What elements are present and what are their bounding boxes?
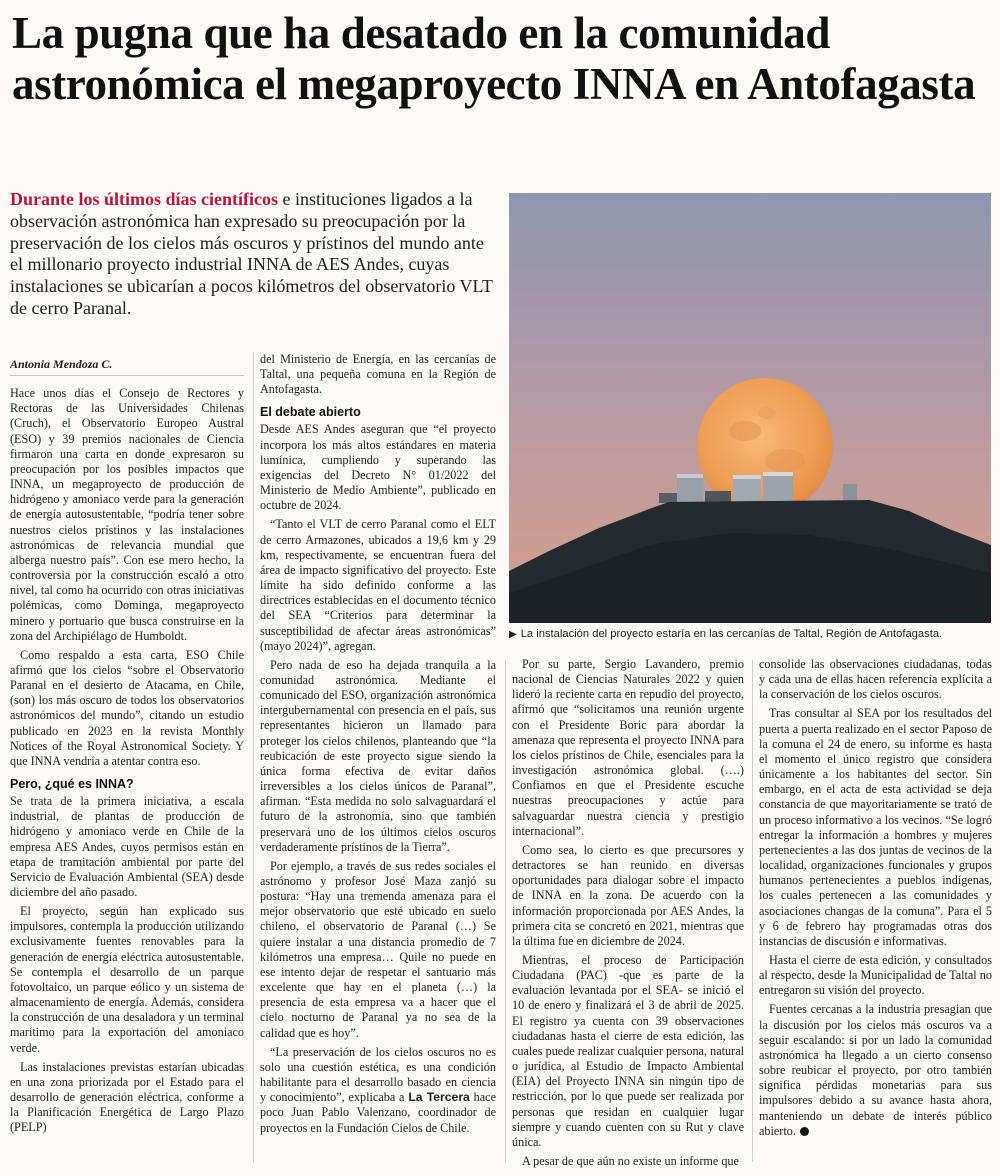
moon-observatory-photo: [509, 193, 991, 623]
col2-paragraph: Desde AES Andes aseguran que “el proyecto incorpora los más altos estándares en materia lumínica, cumpliendo y superando las exigencias del Decreto N° 01/2022 del Ministerio de Medio Ambiente”, publicado en octubre de 2024.: [260, 422, 496, 513]
col1-paragraph: Se trata de la primera iniciativa, a escala industrial, de plantas de producción de hidrógeno y amoniaco verde en Chile de la empresa AES Andes, cuyos permisos están en etapa de tramitación ambiental por parte del Servicio de Evaluación Ambiental (SEA) desde diciembre del año pasado.: [10, 794, 244, 899]
col3-paragraph: Mientras, el proceso de Participación Ciudadana (PAC) -que es parte de la evaluación levantada por el SEA- se inició el 10 de enero y finalizará el 3 de abril de 2025. El registro ya cuenta con 39 observaciones ciudadanas hasta el cierre de esta edición, las cuales puede realizar cualquier persona, natural o jurídica, al Estudio de Impacto Ambiental (EIA) del Proyecto INNA sin ningún tipo de restricción, por lo que puede ser realizada por personas que residan en cualquier lugar siempre y cuando cuenten con su Rut y clave única.: [512, 952, 744, 1149]
col3-paragraph: Como sea, lo cierto es que precursores y detractores se han reunido en diversas oportunidades para dialogar sobre el impacto de INNA en la zona. De acuerdo con la información proporcionada por AES Andes, la primera cita se concretó en 2021, mientras que la última fue en diciembre de 2024.: [512, 842, 744, 948]
col1-paragraph: Hace unos días el Consejo de Rectores y Rectoras de las Universidades Chilenas (Cruch), el Observatorio Europeo Austral (ESO) y 39 premios nacionales de Ciencia firmaron una carta en donde expresaron su preocupación por los posibles impactos que INNA, un megaproyecto de producción de hidrógeno y amoniaco verde para la generación de energía autosustentable, “podría tener sobre nuestros cielos prístinos y las instalaciones astronómicas de relevancia mundial que alberga nuestro país”. Con ese mero hecho, la controversia por la construcción escaló a otro nivel, tal como ha ocurrido con otras iniciativas polémicas, como Dominga, megaproyecto minero y portuario que busca construirse en la zona del Archipiélago de Humboldt.: [10, 386, 244, 643]
byline: Antonia Mendoza C.: [10, 357, 244, 376]
headline: La pugna que ha desatado en la comunidad astronómica el megaproyecto INNA en Antofagasta: [12, 8, 976, 109]
col3-paragraph: A pesar de que aún no existe un informe que: [522, 1154, 739, 1168]
col2-paragraph: Por ejemplo, a través de sus redes sociales el astrónomo y profesor José Maza zanjó su postura: “Hay una tremenda amenaza para el mejor observatorio que esté ubicado en suelo chileno, el observatorio de Paranal (…) Se quiere instalar a una distancia promedio de 7 kilómetros una empresa… Quile no puede en ese intento dejar de respetar el santuario más excelente que hay en el planeta (…) la presencia de esta empresa va a hacer que el cielo nocturno de Paranal ya no sea de la calidad que es hoy”.: [260, 858, 496, 1040]
article-column-4: [759, 657, 992, 1169]
newspaper-brand: La Tercera: [408, 1090, 470, 1105]
col3-paragraph: Por su parte, Sergio Lavandero, premio nacional de Ciencias Naturales 2022 y quien lideró la reciente carta en repudio del proyecto, afirmó que “solicitamos una reunión urgente con el Presidente Boric para abordar la amenaza que representa el proyecto INNA para los cielos prístinos de Chile, esenciales para la investigación astronómica global. (….) Confiamos en que el Presidente escuche nuestras preocupaciones y actúe para salvaguardar nuestra ciencia y prestigio internacional”.: [512, 657, 744, 838]
col1-paragraph: El proyecto, según han explicado sus impulsores, contempla la producción utilizando exclusivamente fuentes renovables para la generación de energía eléctrica autosustentable. Se contempla el desarrollo de un parque fotovoltaico, un parque eólico y un sistema de almacenamiento de energía. Además, considera la construcción de una desaladora y un terminal marítimo para la exportación del amoniaco verde.: [10, 904, 244, 1055]
lead-text: e instituciones ligados a la observación astronómica han expresado su preocupación por la preservación de los cielos más oscuros y prístinos del mundo ante el millonario proyecto industrial INNA de AES Andes, cuyas instalaciones se ubicarían a pocos kilómetros del observatorio VLT de cerro Paranal.: [10, 189, 493, 318]
col1-paragraph: Las instalaciones previstas estarían ubicadas en una zona priorizada por el Estado para el desarrollo de generación eléctrica, conforme a la Planificación Energética de Largo Plazo (PELP): [10, 1059, 244, 1135]
subheading: Pero, ¿qué es INNA?: [10, 777, 134, 792]
col2-paragraph: del Ministerio de Energía, en las cercanías de Taltal, una pequeña comuna en la Región de Antofagasta.: [260, 352, 496, 397]
lead-paragraph: [10, 189, 498, 320]
column-divider: [253, 352, 254, 1162]
col4-final-text: Fuentes cercanas a la industria presagian que la discusión por los cielos más oscuros va a seguir escalando: si por un lado la comunidad astronómica ha llegado a un cierto consenso sobre reubicar el proyecto, por otro también significa pérdidas monetarias para sus impulsores debido a su avance hasta ahora, manteniendo un debate de interés público abierto.: [759, 1002, 992, 1138]
col2-paragraph-part: “La preservación de los cielos oscuros no es solo una cuestión estética, es una condición habilitante para el desarrollo basado en ciencia y conocimiento”, explicaba a: [260, 1044, 496, 1105]
article-column-1: [10, 357, 244, 1169]
col4-paragraph: consolide las observaciones ciudadanas, todas y cada una de ellas hacen referencia explícita a la conservación de los cielos oscuros.: [759, 657, 992, 702]
col2-paragraph: [260, 1045, 496, 1136]
article-column-3: [512, 657, 744, 1169]
lead-kicker: Durante los últimos días científicos: [10, 189, 278, 209]
column-divider: [752, 660, 753, 1162]
col4-paragraph: Tras consultar al SEA por los resultados del puerta a puerta realizado en el sector Paposo de la comuna el 24 de enero, su informe es hasta el momento el único registro que considera únicamente a los habitantes del sector. Sin embargo, en el acta de esta actividad se deja constancia de que mayoritariamente se trató de un proceso informativo a los vecinos. “Se logró entregar la información a hombres y mujeres pertenecientes a las dos juntas de vecinos de la localidad, organizaciones funcionales y grupos humanos pertenecientes a pueblos indígenas, los cuales pertenecen a las comunidades y asociaciones changas de la comuna”. Para el 5 y 6 de febrero hay programadas otras dos instancias de discusión e informativas.: [759, 706, 992, 948]
photo-caption: [509, 627, 991, 642]
col4-paragraph: [759, 1002, 992, 1138]
col2-paragraph: “Tanto el VLT de cerro Paranal como el ELT de cerro Armazones, ubicados a 19,6 km y 29 km, respectivamente, se encuentran fuera del área de impacto significativo del proyecto. Este límite ha sido definido conforme a las directrices establecidas en el documento técnico del SEA “Criterios para determinar la susceptibilidad de afectar áreas astronómicas” (mayo 2024)”, agregan.: [260, 517, 496, 653]
photo-caption-text: La instalación del proyecto estaría en las cercanías de Taltal, Región de Antofagasta.: [520, 628, 943, 640]
col4-paragraph: Hasta el cierre de esta edición, y consultados al respecto, desde la Municipalidad de Taltal no entregaron su visión del proyecto.: [759, 952, 992, 998]
column-divider: [505, 660, 506, 1162]
article-column-2: [260, 352, 496, 1168]
subheading: El debate abierto: [260, 405, 361, 420]
col1-paragraph: Como respaldo a esta carta, ESO Chile afirmó que los cielos “sobre el Observatorio Paranal en el desierto de Atacama, en Chile, (son) los más oscuro de todos los observatorios astronómicos del mundo”, citando un estudio publicado en 2023 en la revista Monthly Notices of the Royal Astronomical Society. Y que INNA vendría a atentar contra eso.: [10, 647, 244, 768]
col2-paragraph-part: hace poco Juan Pablo Valenzano, coordinador de proyectos en la Fundación Cielos de Chile.: [260, 1090, 496, 1135]
end-mark-icon: [800, 1127, 809, 1136]
col2-paragraph: Pero nada de eso ha dejada tranquila a la comunidad astronómica. Mediante el comunicado del ESO, organización astronómica intergubernamental con presencia en el país, sus representantes hicieron un llamado para proteger los cielos chilenos, planteando que “la reubicación de este proyecto sigue siendo la única forma efectiva de evitar daños irreversibles a los cielos únicos de Paranal”, afirman. “Esta medida no solo salvaguardará el futuro de la astronomía, sino que también preservará uno de los últimos cielos oscuros verdaderamente prístinos de la Tierra”.: [260, 657, 496, 854]
photo-illustration: [509, 193, 991, 623]
caption-triangle-icon: ▶: [509, 629, 517, 640]
